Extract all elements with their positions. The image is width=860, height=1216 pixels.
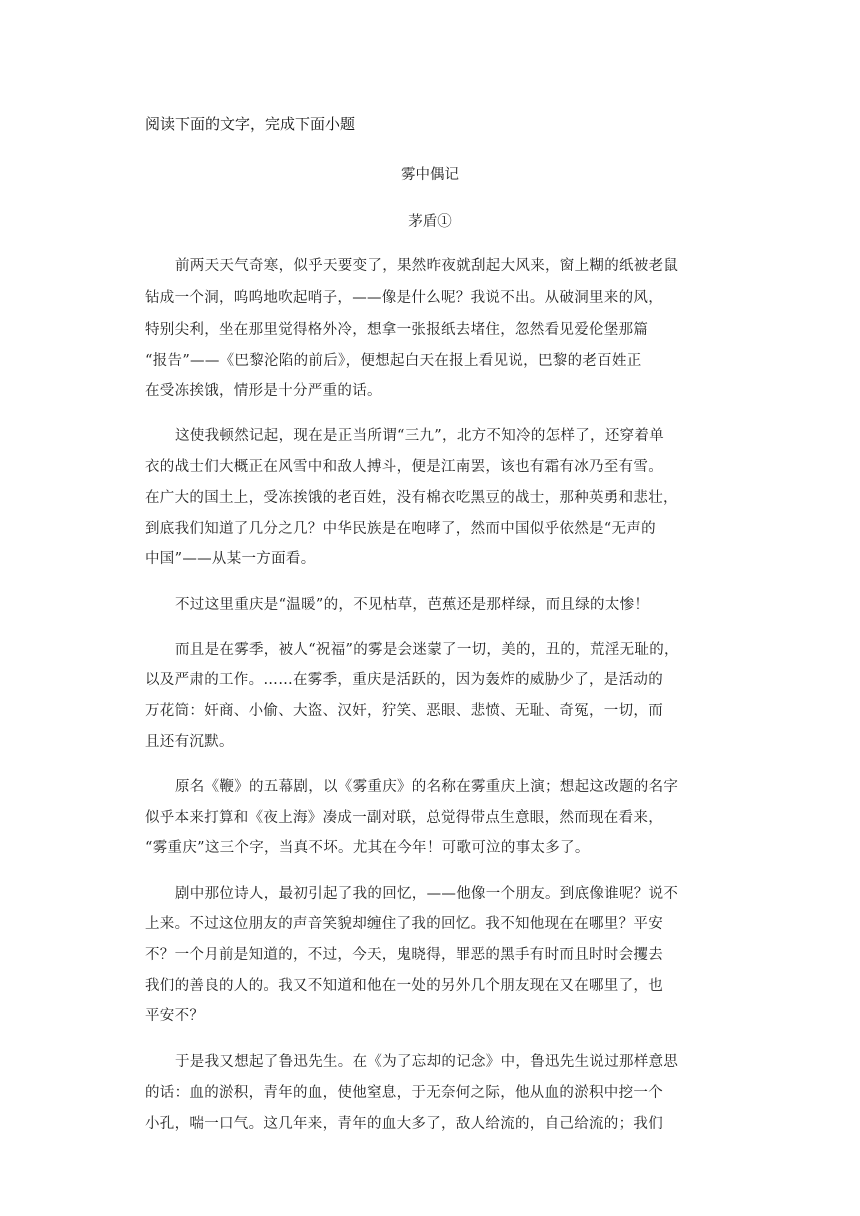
paragraph-2-line-3: 在广大的国土上，受冻挨饿的老百姓，没有棉衣吃黑豆的战士，那种英勇和悲壮， [145,490,678,506]
paragraph-5-line-1: 原名《鞭》的五幕剧，以《雾重庆》的名称在雾重庆上演；想起这改题的名字 [175,779,679,795]
paragraph-5-line-3: “雾重庆”这三个字，当真不坏。尤其在今年！可歌可泣的事太多了。 [145,840,590,856]
paragraph-4-line-4: 且还有沉默。 [145,734,234,750]
paragraph-3-line-1: 不过这里重庆是“温暖”的，不见枯草，芭蕉还是那样绿，而且绿的太惨！ [175,597,650,613]
paragraph-6-line-4: 我们的善良的人的。我又不知道和他在一处的另外几个朋友现在又在哪里了，也 [145,978,663,994]
essay-title: 雾中偶记 [401,167,459,183]
essay-author: 茅盾① [408,214,452,230]
reading-instruction: 阅读下面的文字，完成下面小题 [145,115,356,133]
paragraph-2-line-1: 这使我顿然记起，现在是正当所谓“三九”，北方不知冷的怎样了，还穿着单 [175,428,665,444]
paragraph-1-line-3: 特别尖利，坐在那里觉得格外冷，想拿一张报纸去堵住，忽然看见爱伦堡那篇 [145,322,649,338]
paragraph-6-line-3: 不？一个月前是知道的，不过，今天，鬼晓得，罪恶的黑手有时而且时时会攫去 [145,947,663,963]
paragraph-1-line-2: 钻成一个洞，呜呜地吹起哨子，——像是什么呢？我说不出。从破洞里来的风， [145,290,663,306]
paragraph-4-line-2: 以及严肃的工作。……在雾季，重庆是活跃的，因为轰炸的威胁少了，是活动的 [145,672,663,688]
paragraph-7-line-2: 的话：血的淤积，青年的血，使他窒息，于无奈何之际，他从血的淤积中挖一个 [145,1085,663,1101]
paragraph-5-line-2: 似乎本来打算和《夜上海》凑成一副对联，总觉得带点生意眼，然而现在看来， [145,810,663,826]
paragraph-1-line-1: 前两天天气奇寒，似乎天要变了，果然昨夜就刮起大风来，窗上糊的纸被老鼠 [175,258,679,274]
paragraph-7-line-3: 小孔，喘一口气。这几年来，青年的血大多了，敌人给流的，自己给流的；我们 [145,1116,663,1132]
paragraph-7-line-1: 于是我又想起了鲁迅先生。在《为了忘却的记念》中，鲁迅先生说过那样意思 [175,1054,679,1070]
paragraph-6-line-2: 上来。不过这位朋友的声音笑貌却缠住了我的回忆。我不知他现在在哪里？平安 [145,916,663,932]
paragraph-4-line-3: 万花筒：奸商、小偷、大盗、汉奸，狞笑、恶眼、悲愤、无耻、奇冤，一切，而 [145,703,663,719]
paragraph-6-line-1: 剧中那位诗人，最初引起了我的回忆，——他像一个朋友。到底像谁呢？说不 [175,886,679,902]
paragraph-2-line-4: 到底我们知道了几分之几？中华民族是在咆哮了，然而中国似乎依然是“无声的 [145,521,656,537]
paragraph-6-line-5: 平安不？ [145,1008,205,1024]
paragraph-1-line-5: 在受冻挨饿，情形是十分严重的话。 [145,383,382,399]
paragraph-1-line-4: “报告”——《巴黎沦陷的前后》，便想起白天在报上看见说，巴黎的老百姓正 [145,353,642,369]
paragraph-2-line-2: 衣的战士们大概正在风雪中和敌人搏斗，便是江南罢，该也有霜有冰乃至有雪。 [145,459,663,475]
paragraph-4-line-1: 而且是在雾季，被人“祝福”的雾是会迷蒙了一切，美的，丑的，荒淫无耻的， [175,642,679,658]
paragraph-2-line-5: 中国”——从某一方面看。 [145,551,316,567]
